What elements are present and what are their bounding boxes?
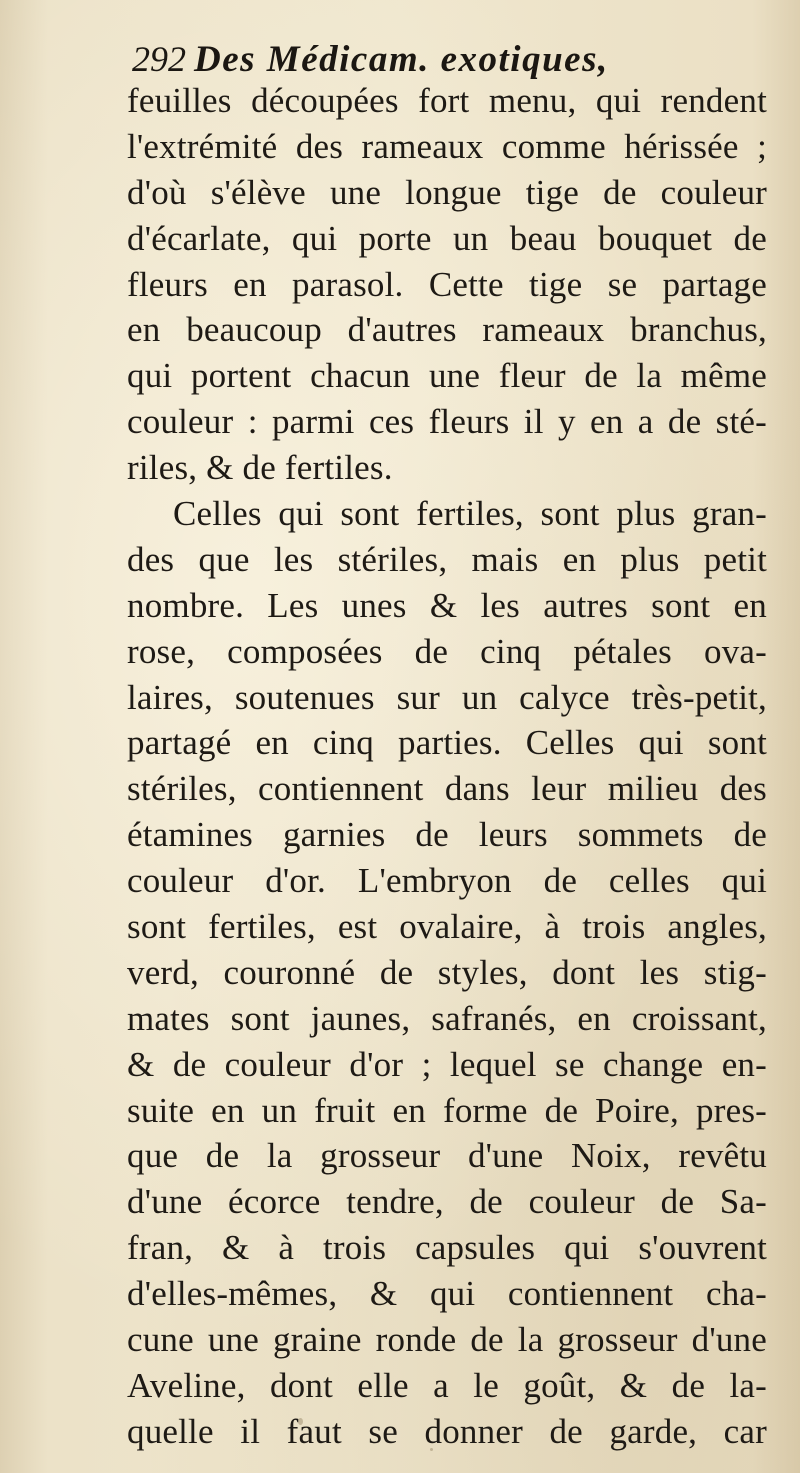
text-line: quelle il faut se donner de garde, car bbox=[127, 1411, 767, 1451]
paragraph-start-line: Celles qui sont fertiles, sont plus gran- bbox=[173, 494, 767, 534]
text-line: laires, soutenues sur un calyce très-petit, bbox=[127, 677, 767, 717]
text-line: d'où s'élève une longue tige de couleur bbox=[127, 172, 767, 212]
text-line: des que les stériles, mais en plus petit bbox=[127, 539, 767, 579]
text-line: qui portent chacun une fleur de la même bbox=[127, 356, 767, 396]
text-line: verd, couronné de styles, dont les stig- bbox=[127, 952, 767, 992]
text-line: rose, composées de cinq pétales ova- bbox=[127, 631, 767, 671]
text-line: & de couleur d'or ; lequel se change en- bbox=[127, 1044, 767, 1084]
text-line: couleur d'or. L'embryon de celles qui bbox=[127, 861, 767, 901]
text-line: d'elles-mêmes, & qui contiennent cha- bbox=[127, 1274, 767, 1314]
text-line: suite en un fruit en forme de Poire, pres- bbox=[127, 1090, 767, 1130]
text-line: fran, & à trois capsules qui s'ouvrent bbox=[127, 1228, 767, 1268]
text-line: en beaucoup d'autres rameaux branchus, bbox=[127, 310, 767, 350]
text-line: étamines garnies de leurs sommets de bbox=[127, 815, 767, 855]
running-title: Des Médicam. exotiques, bbox=[194, 39, 609, 80]
body-text bbox=[127, 78, 767, 1455]
text-line: stériles, contiennent dans leur milieu des bbox=[127, 769, 767, 809]
text-line: partagé en cinq parties. Celles qui sont bbox=[127, 723, 767, 763]
text-line: fleurs en parasol. Cette tige se partage bbox=[127, 264, 767, 304]
text-line: sont fertiles, est ovalaire, à trois angles, bbox=[127, 907, 767, 947]
text-line: mates sont jaunes, safranés, en croissant, bbox=[127, 998, 767, 1038]
text-line: cune une graine ronde de la grosseur d'une bbox=[127, 1320, 767, 1360]
text-line: d'écarlate, qui porte un beau bouquet de bbox=[127, 218, 767, 258]
text-line: nombre. Les unes & les autres sont en bbox=[127, 585, 767, 625]
paragraph-end-line: riles, & de fertiles. bbox=[127, 448, 393, 488]
text-line: d'une écorce tendre, de couleur de Sa- bbox=[127, 1182, 767, 1222]
page-number: 292 bbox=[132, 39, 186, 79]
paper-speck bbox=[298, 1418, 303, 1425]
paper-speck bbox=[430, 1448, 433, 1451]
text-line: feuilles découpées fort menu, qui rendent bbox=[127, 81, 767, 120]
text-line: Aveline, dont elle a le goût, & de la- bbox=[127, 1365, 767, 1405]
paper-speck bbox=[526, 380, 529, 383]
text-line: couleur : parmi ces fleurs il y en a de sté- bbox=[127, 402, 767, 442]
text-line: l'extrémité des rameaux comme hérissée ; bbox=[127, 126, 767, 166]
text-line: que de la grosseur d'une Noix, revêtu bbox=[127, 1136, 767, 1176]
